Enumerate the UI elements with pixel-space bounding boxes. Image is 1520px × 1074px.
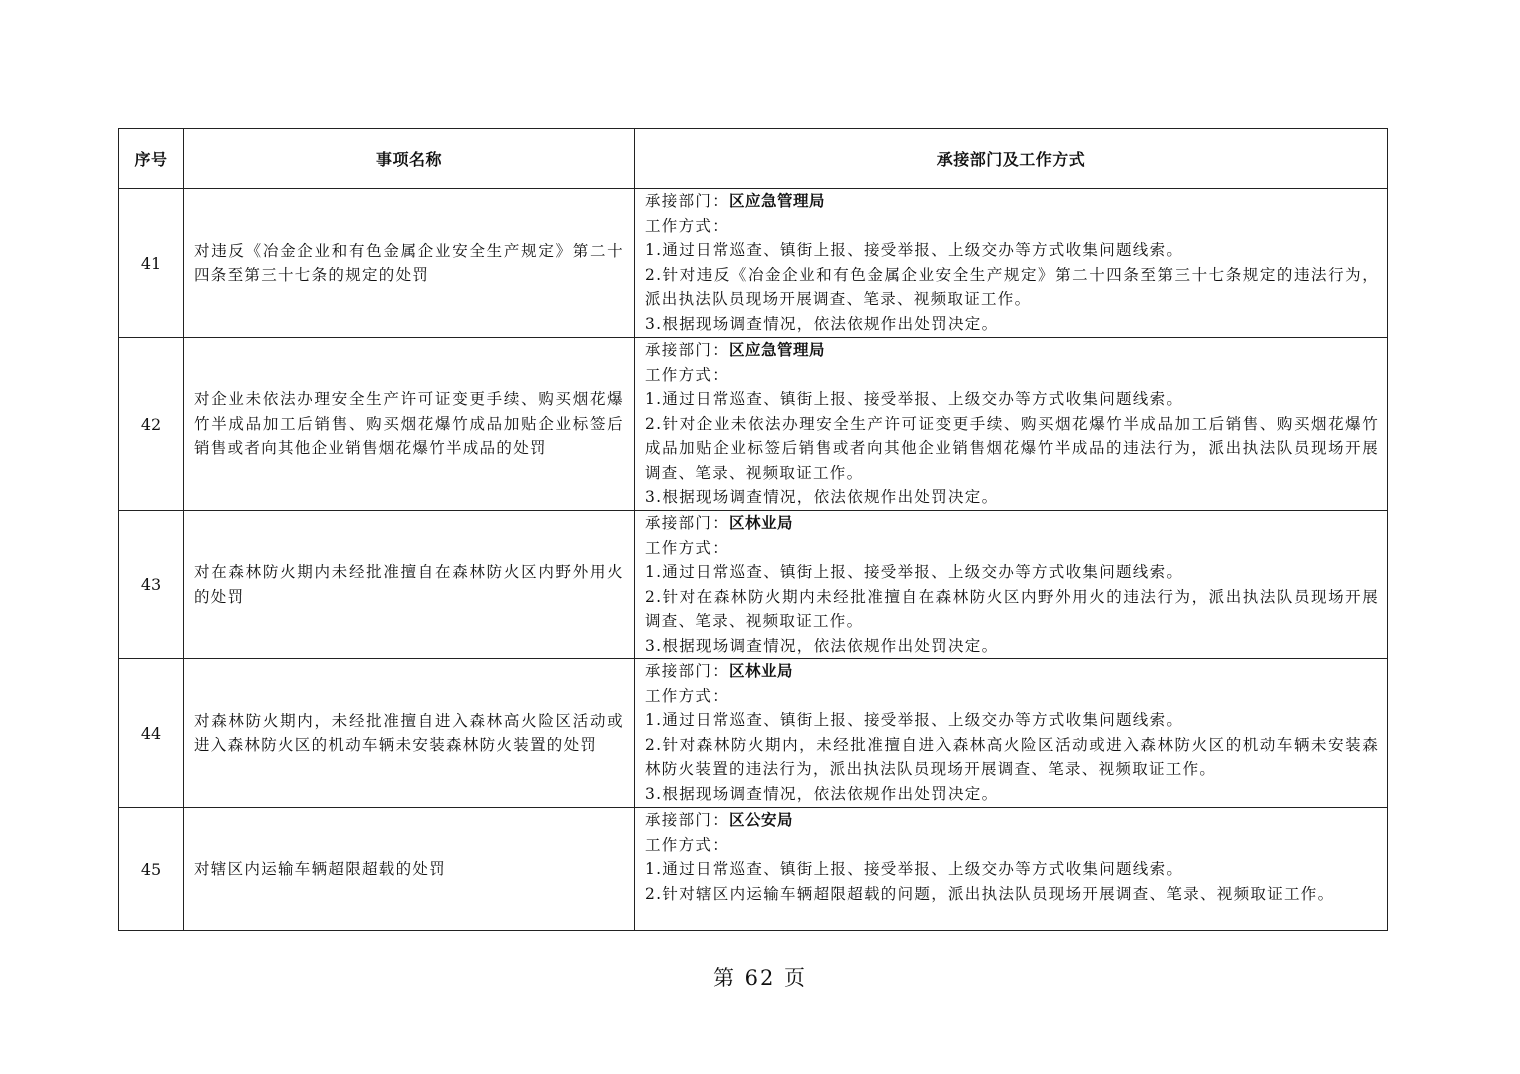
dept-line: [645, 189, 1379, 214]
table-row: [119, 338, 1388, 511]
method-step-1: 1.通过日常巡查、镇街上报、接受举报、上级交办等方式收集问题线索。: [645, 390, 1184, 408]
dept-label: 承接部门：: [645, 514, 730, 532]
row-matter-name: 对辖区内运输车辆超限超载的处罚: [184, 808, 635, 931]
dept-line: [645, 511, 1379, 536]
table-row: [119, 189, 1388, 338]
row-serial-number: 42: [119, 338, 184, 511]
header-serial-number: 序号: [119, 129, 184, 189]
method-step-1: 1.通过日常巡查、镇街上报、接受举报、上级交办等方式收集问题线索。: [645, 711, 1184, 729]
row-matter-name: 对企业未依法办理安全生产许可证变更手续、购买烟花爆竹半成品加工后销售、购买烟花爆竹成品加贴企业标签后销售或者向其他企业销售烟花爆竹半成品的处罚: [184, 338, 635, 511]
row-matter-name: 对森林防火期内，未经批准擅自进入森林高火险区活动或进入森林防火区的机动车辆未安装森林防火装置的处罚: [184, 659, 635, 808]
method-step-1: 1.通过日常巡查、镇街上报、接受举报、上级交办等方式收集问题线索。: [645, 860, 1184, 878]
method-step-1: 1.通过日常巡查、镇街上报、接受举报、上级交办等方式收集问题线索。: [645, 241, 1184, 259]
dept-name: 区林业局: [729, 662, 794, 680]
method-step-1: 1.通过日常巡查、镇街上报、接受举报、上级交办等方式收集问题线索。: [645, 563, 1184, 581]
page-number: 第 62 页: [712, 966, 808, 990]
header-dept-and-method: 承接部门及工作方式: [635, 129, 1388, 189]
table-header-row: [119, 129, 1388, 189]
method-step-3: 3.根据现场调查情况，依法依规作出处罚决定。: [645, 488, 999, 506]
row-matter-name: 对在森林防火期内未经批准擅自在森林防火区内野外用火的处罚: [184, 511, 635, 659]
row-matter-name: 对违反《冶金企业和有色金属企业安全生产规定》第二十四条至第三十七条的规定的处罚: [184, 189, 635, 338]
method-label: 工作方式：: [645, 365, 730, 384]
table-row: [119, 511, 1388, 659]
dept-line: [645, 659, 1379, 684]
row-serial-number: 41: [119, 189, 184, 338]
row-serial-number: 44: [119, 659, 184, 808]
row-dept-and-method: [635, 338, 1388, 511]
method-step-2: 2.针对违反《冶金企业和有色金属企业安全生产规定》第二十四条至第三十七条规定的违法行为，派出执法队员现场开展调查、笔录、视频取证工作。: [645, 265, 1379, 308]
matters-table: [118, 128, 1388, 931]
dept-name: 区应急管理局: [729, 341, 826, 359]
method-step-2: 2.针对企业未依法办理安全生产许可证变更手续、购买烟花爆竹半成品加工后销售、购买烟花爆竹成品加贴企业标签后销售或者向其他企业销售烟花爆竹半成品的违法行为，派出执法队员现场开展调查、笔录、视频取证工作。: [645, 414, 1379, 482]
dept-name: 区林业局: [729, 514, 794, 532]
dept-label: 承接部门：: [645, 811, 730, 829]
table-row: [119, 659, 1388, 808]
dept-label: 承接部门：: [645, 662, 730, 680]
method-step-3: 3.根据现场调查情况，依法依规作出处罚决定。: [645, 784, 999, 803]
method-label: 工作方式：: [645, 686, 730, 705]
dept-line: [645, 808, 1379, 833]
method-label: 工作方式：: [645, 538, 730, 557]
method-step-2: 2.针对辖区内运输车辆超限超载的问题，派出执法队员现场开展调查、笔录、视频取证工作。: [645, 884, 1335, 903]
method-label: 工作方式：: [645, 216, 730, 235]
dept-line: [645, 338, 1379, 363]
dept-label: 承接部门：: [645, 192, 730, 210]
method-step-3: 3.根据现场调查情况，依法依规作出处罚决定。: [645, 636, 999, 655]
row-dept-and-method: [635, 189, 1388, 338]
row-serial-number: 45: [119, 808, 184, 931]
method-step-2: 2.针对在森林防火期内未经批准擅自在森林防火区内野外用火的违法行为，派出执法队员现场开展调查、笔录、视频取证工作。: [645, 587, 1379, 630]
dept-label: 承接部门：: [645, 341, 730, 359]
table-row: [119, 808, 1388, 931]
method-label: 工作方式：: [645, 835, 730, 854]
row-dept-and-method: [635, 511, 1388, 659]
row-serial-number: 43: [119, 511, 184, 659]
method-step-3: 3.根据现场调查情况，依法依规作出处罚决定。: [645, 314, 999, 333]
dept-name: 区应急管理局: [729, 192, 826, 210]
method-step-2: 2.针对森林防火期内，未经批准擅自进入森林高火险区活动或进入森林防火区的机动车辆未安装森林防火装置的违法行为，派出执法队员现场开展调查、笔录、视频取证工作。: [645, 735, 1379, 778]
header-matter-name: 事项名称: [184, 129, 635, 189]
row-dept-and-method: [635, 808, 1388, 931]
dept-name: 区公安局: [729, 811, 794, 829]
row-dept-and-method: [635, 659, 1388, 808]
